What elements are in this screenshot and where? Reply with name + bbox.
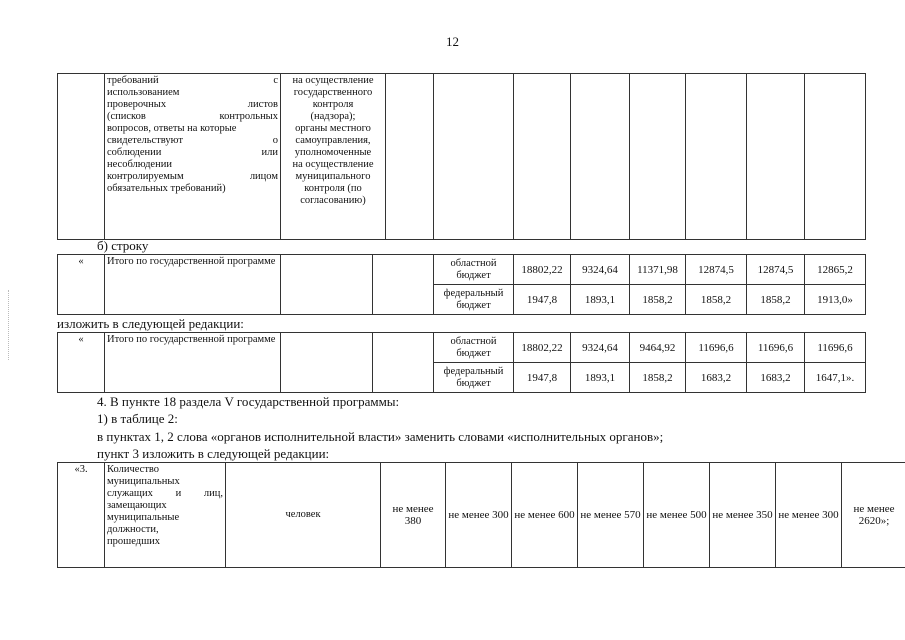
value-cell: 12865,2	[805, 255, 866, 285]
value-cell: 1858,2	[630, 363, 686, 393]
source-label: федеральный бюджет	[434, 363, 514, 393]
total-title: Итого по государственной программе	[105, 255, 281, 315]
text-line: контролируемым лицом	[107, 171, 278, 182]
value-cell: 1647,1».	[805, 363, 866, 393]
text-line: согласованию)	[300, 195, 366, 206]
text-line: (надзора);	[310, 111, 356, 122]
target-value: не менее 300	[776, 463, 842, 568]
source-label: федеральный бюджет	[434, 285, 514, 315]
value-cell: 11696,6	[686, 333, 747, 363]
text-line: обязательных требований)	[107, 183, 226, 194]
text-line: контроля	[312, 99, 354, 110]
target-value: не менее 600	[512, 463, 578, 568]
cell-empty	[281, 333, 373, 393]
line-b-stroku: б) строку	[97, 238, 149, 253]
cell-empty	[805, 74, 866, 240]
cell-empty	[281, 255, 373, 315]
text-line: (списков контрольных	[107, 111, 278, 122]
value-cell: 1893,1	[571, 285, 630, 315]
text-line: должности,	[107, 524, 159, 535]
text-line: замещающих	[107, 500, 167, 511]
value-cell: 1683,2	[686, 363, 747, 393]
cell-executors-text	[281, 74, 386, 240]
target-value: не менее 380	[381, 463, 446, 568]
value-cell: 9324,64	[571, 255, 630, 285]
target-value: не менее 350	[710, 463, 776, 568]
row-number: «3.	[58, 463, 105, 568]
source-label: областной бюджет	[434, 333, 514, 363]
cell-empty	[58, 74, 105, 240]
text-line: требований с	[107, 75, 278, 86]
text-line: соблюдении или	[107, 147, 278, 158]
target-value: не менее 500	[644, 463, 710, 568]
value-cell: 11696,6	[747, 333, 805, 363]
cell-requirements-text	[105, 74, 281, 240]
text-line: органы местного	[295, 123, 371, 134]
value-cell: 1893,1	[571, 363, 630, 393]
paragraph-item-4: 4. В пункте 18 раздела V государственной программы:	[97, 394, 400, 409]
value-cell: 9464,92	[630, 333, 686, 363]
value-cell: 11371,98	[630, 255, 686, 285]
quote-mark: «	[58, 255, 105, 315]
text-line: на осуществление	[292, 159, 374, 170]
text-line: вопросов, ответы на которые	[107, 123, 237, 134]
value-cell: 9324,64	[571, 333, 630, 363]
value-cell: 18802,22	[514, 255, 571, 285]
table-point-3	[57, 462, 905, 568]
total-title: Итого по государственной программе	[105, 333, 281, 393]
value-cell: 1683,2	[747, 363, 805, 393]
table-new-total	[57, 332, 866, 393]
value-cell: 1947,8	[514, 363, 571, 393]
scan-margin-mark	[8, 290, 9, 360]
cell-empty	[630, 74, 686, 240]
paragraph-point-3: пункт 3 изложить в следующей редакции:	[97, 446, 330, 461]
text-line: самоуправления,	[295, 135, 371, 146]
value-cell: 1858,2	[630, 285, 686, 315]
cell-empty	[373, 333, 434, 393]
text-line: несоблюдении	[107, 159, 172, 170]
value-cell: 1947,8	[514, 285, 571, 315]
text-line: муниципального	[295, 171, 371, 182]
text-line: муниципальных	[107, 476, 180, 487]
cell-empty	[514, 74, 571, 240]
indicator-text	[105, 463, 226, 568]
value-cell: 12874,5	[747, 255, 805, 285]
quote-mark: «	[58, 333, 105, 393]
unit-cell: человек	[226, 463, 381, 568]
line-izlozhit: изложить в следующей редакции:	[57, 316, 244, 331]
table-old-total	[57, 254, 866, 315]
cell-empty	[386, 74, 434, 240]
text-line: на осуществление	[292, 75, 374, 86]
text-line: использованием	[107, 87, 180, 98]
text-line: свидетельствуют о	[107, 135, 278, 146]
text-line: прошедших	[107, 536, 161, 547]
value-cell: 11696,6	[805, 333, 866, 363]
text-line: государственного	[293, 87, 373, 98]
cell-empty	[373, 255, 434, 315]
paragraph-replace-words: в пунктах 1, 2 слова «органов исполнительной власти» заменить словами «исполнительных органов»;	[97, 429, 664, 444]
paragraph-subitem-1: 1) в таблице 2:	[97, 411, 178, 426]
text-line: проверочных листов	[107, 99, 278, 110]
value-cell: 18802,22	[514, 333, 571, 363]
value-cell: 1858,2	[747, 285, 805, 315]
cell-empty	[747, 74, 805, 240]
text-line: контроля (по	[304, 183, 362, 194]
value-cell: 1913,0»	[805, 285, 866, 315]
target-value: не менее 570	[578, 463, 644, 568]
source-label: областной бюджет	[434, 255, 514, 285]
text-line: муниципальные	[107, 512, 180, 523]
target-value: не менее 300	[446, 463, 512, 568]
text-line: уполномоченные	[294, 147, 372, 158]
page-number: 12	[446, 34, 459, 49]
cell-empty	[571, 74, 630, 240]
cell-empty	[434, 74, 514, 240]
text-line: Количество	[107, 464, 160, 475]
table-continuation	[57, 73, 866, 240]
target-value: не менее 2620»;	[842, 463, 905, 568]
text-line: служащих и лиц,	[107, 488, 223, 499]
cell-empty	[686, 74, 747, 240]
value-cell: 1858,2	[686, 285, 747, 315]
value-cell: 12874,5	[686, 255, 747, 285]
